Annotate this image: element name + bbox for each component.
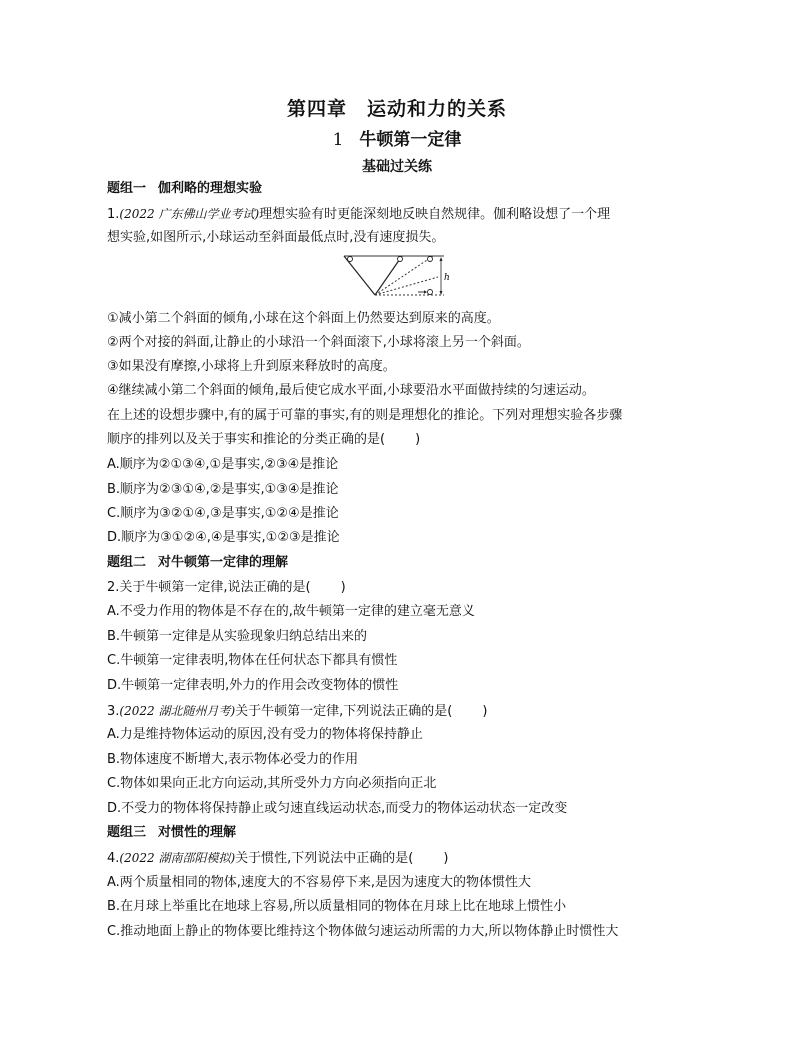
section-number: 1 [332, 130, 344, 150]
ball-horizontal [428, 290, 433, 295]
ball-shallow [428, 257, 433, 262]
q3-option-c: C.物体如果向正北方向运动,其所受外力方向必须指向正北 [107, 776, 437, 791]
q1-option-b: B.顺序为②③①④,②是事实,①③④是推论 [107, 482, 339, 497]
section-name: 牛顿第一定律 [359, 130, 462, 150]
question-stem-line: 关于牛顿第一定律,下列说法正确的是( [235, 704, 453, 719]
practice-heading: 基础过关练 [362, 159, 432, 175]
q1-option-c: C.顺序为③②①④,③是事实,①②④是推论 [107, 506, 339, 521]
left-incline [344, 256, 375, 295]
q1-option-d: D.顺序为③①②④,④是事实,①②③是推论 [107, 530, 340, 545]
chapter-number: 第四章 [286, 98, 347, 120]
group-label: 题组一 [107, 181, 147, 196]
q4-option-c: C.推动地面上静止的物体要比维持这个物体做匀速运动所需的力大,所以物体静止时惯性大 [107, 924, 619, 939]
q3-option-a: A.力是维持物体运动的原因,没有受力的物体将保持静止 [107, 727, 423, 742]
question-number: 1. [107, 207, 120, 222]
question-stem-line: 关于惯性,下列说法中正确的是( [235, 851, 414, 866]
question-source: (2022 湖北随州月考) [119, 704, 236, 718]
height-label: h [444, 273, 450, 283]
group-name: 对牛顿第一定律的理解 [158, 555, 289, 570]
group-label: 题组三 [107, 825, 147, 840]
stem-close-paren: ) [340, 580, 346, 595]
q4-option-a: A.两个质量相同的物体,速度大的不容易停下来,是因为速度大的物体惯性大 [107, 875, 532, 890]
group-label: 题组二 [107, 555, 147, 570]
group-name: 伽利略的理想实验 [158, 181, 263, 196]
question-4-stem [107, 849, 448, 868]
right-incline-steep [375, 256, 402, 295]
q1-option-a: A.顺序为②①③④,①是事实,②③④是推论 [107, 457, 339, 472]
group-name: 对惯性的理解 [158, 825, 237, 840]
q2-option-b: B.牛顿第一定律是从实验现象归纳总结出来的 [107, 629, 368, 644]
question-number: 3. [107, 704, 120, 719]
ask-text: 顺序的排列以及关于事实和推论的分类正确的是( [107, 432, 386, 447]
ball-steep [398, 257, 403, 262]
incline-figure [338, 252, 448, 304]
section-title [0, 125, 794, 150]
question-stem-line: 理想实验有时更能深刻地反映自然规律。伽利略设想了一个理 [259, 207, 611, 222]
q2-option-c: C.牛顿第一定律表明,物体在任何状态下都具有惯性 [107, 653, 398, 668]
group-heading-1 [107, 180, 262, 198]
question-source: (2022 湖南邵阳模拟) [119, 851, 236, 865]
step-4: ④继续减小第二个斜面的倾角,最后使它成水平面,小球要沿水平面做持续的匀速运动。 [107, 383, 595, 398]
right-incline-shallow [375, 256, 433, 295]
group-heading-2 [107, 554, 288, 572]
ask-close-paren: ) [415, 432, 421, 447]
velocity-arrowhead [424, 290, 427, 293]
stem-close-paren: ) [443, 851, 449, 866]
chapter-title [0, 94, 794, 121]
stem-close-paren: ) [482, 704, 488, 719]
step-2: ②两个对接的斜面,让静止的小球沿一个斜面滚下,小球将滚上另一个斜面。 [107, 335, 530, 350]
step-1: ①减小第二个斜面的倾角,小球在这个斜面上仍然要达到原来的高度。 [107, 311, 500, 326]
q2-option-d: D.牛顿第一定律表明,外力的作用会改变物体的惯性 [107, 678, 399, 693]
group-heading-3 [107, 824, 236, 842]
q4-option-b: B.在月球上举重比在地球上容易,所以质量相同的物体在月球上比在地球上惯性小 [107, 899, 567, 914]
q3-option-d: D.不受力的物体将保持静止或匀速直线运动状态,而受力的物体运动状态一定改变 [107, 801, 568, 816]
ball-start [348, 257, 353, 262]
question-3-stem [107, 702, 487, 721]
question-source: (2022 广东佛山学业考试) [119, 207, 260, 221]
height-arrowhead-bottom [440, 291, 443, 295]
chapter-name: 运动和力的关系 [367, 98, 508, 120]
question-1-stem-cont: 想实验,如图所示,小球运动至斜面最低点时,没有速度损失。 [107, 230, 445, 245]
question-1-ask-cont [107, 431, 420, 449]
question-stem-line: 2.关于牛顿第一定律,说法正确的是( [107, 580, 311, 595]
question-1-stem [107, 205, 610, 224]
question-1-ask: 在上述的设想步骤中,有的属于可靠的事实,有的则是理想化的推论。下列对理想实验各步骤 [107, 408, 623, 423]
question-2-stem [107, 579, 346, 597]
q2-option-a: A.不受力作用的物体是不存在的,故牛顿第一定律的建立毫无意义 [107, 604, 475, 619]
height-arrowhead-top [440, 257, 443, 261]
q3-option-b: B.物体速度不断增大,表示物体必受力的作用 [107, 752, 359, 767]
step-3: ③如果没有摩擦,小球将上升到原来释放时的高度。 [107, 359, 396, 374]
question-number: 4. [107, 851, 120, 866]
